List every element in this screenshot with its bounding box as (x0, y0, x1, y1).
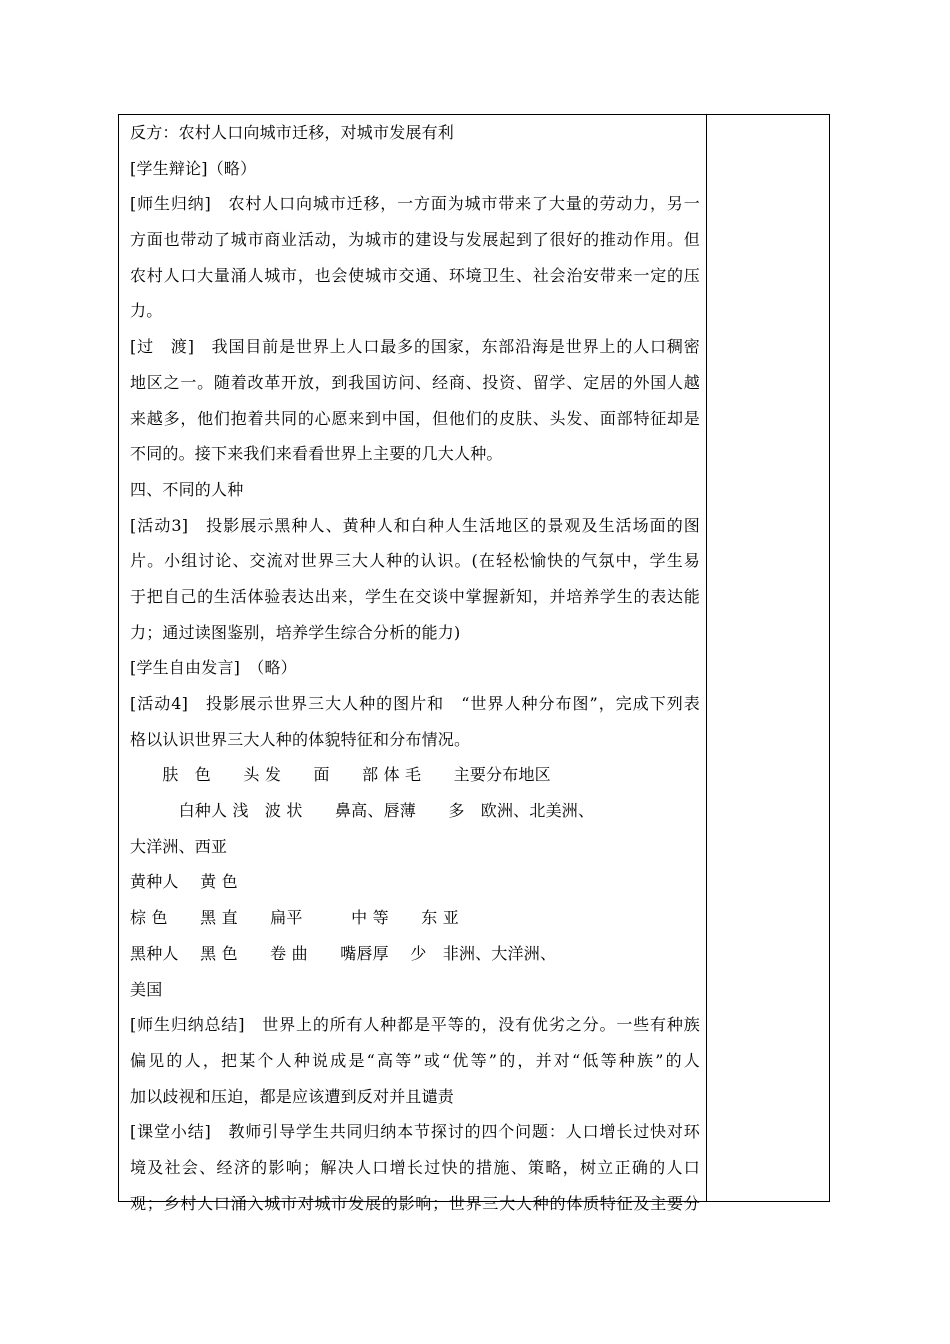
text-line: [过 渡] 我国目前是世界上人口最多的国家，东部沿海是世界上的人口稠密 (130, 337, 700, 357)
race-table-row-yellow: 黄种人 黄 色 (130, 872, 238, 892)
text-line: 加以歧视和压迫，都是应该遭到反对并且谴责 (130, 1086, 455, 1106)
lesson-table (118, 114, 830, 1213)
text-line: 格以认识世界三大人种的体貌特征和分布情况。 (130, 729, 471, 749)
race-table-row-black: 黑种人 黑 色 卷 曲 嘴唇厚 少 非洲、大洋洲、 (130, 943, 557, 963)
race-table-row-white: 白种人 浅 波 状 鼻高、唇薄 多 欧洲、北美洲、 (130, 801, 595, 821)
text-line: 偏见的人，把某个人种说成是“高等”或“优等”的，并对“低等种族”的人 (130, 1050, 700, 1070)
column-divider (706, 115, 707, 1201)
text-line: [师生归纳] 农村人口向城市迁移，一方面为城市带来了大量的劳动力，另一 (130, 194, 700, 214)
lesson-content-cell (130, 115, 700, 1221)
section-heading: 四、不同的人种 (130, 479, 244, 499)
text-line: 于把自己的生活体验表达出来，学生在交谈中掌握新知，并培养学生的表达能 (130, 586, 700, 606)
race-table-row-yellow-cont: 棕 色 黑 直 扁平 中 等 东 亚 (130, 908, 459, 928)
race-table-row-black-cont: 美国 (130, 979, 163, 999)
text-line: 来越多，他们抱着共同的心愿来到中国，但他们的皮肤、头发、面部特征却是 (130, 408, 700, 428)
race-table-row-white-cont: 大洋洲、西亚 (130, 836, 228, 856)
text-line: 不同的。接下来我们来看看世界上主要的几大人种。 (130, 444, 503, 464)
text-line: [师生归纳总结] 世界上的所有人种都是平等的，没有优劣之分。一些有种族 (130, 1015, 700, 1035)
text-line: 反方：农村人口向城市迁移，对城市发展有利 (130, 123, 455, 142)
text-line: 观；乡村人口涌入城市对城市发展的影响；世界三大人种的体质特征及主要分 (130, 1193, 700, 1213)
text-line: [活动3] 投影展示黑种人、黄种人和白种人生活地区的景观及生活场面的图 (130, 515, 700, 535)
text-line: 片。小组讨论、交流对世界三大人种的认识。(在轻松愉快的气氛中，学生易 (130, 551, 700, 571)
text-line: [学生自由发言] （略） (130, 658, 297, 678)
text-line: 境及社会、经济的影响；解决人口增长过快的措施、策略，树立正确的人口 (130, 1157, 700, 1177)
text-line: 方面也带动了城市商业活动，为城市的建设与发展起到了很好的推动作用。但 (130, 230, 700, 250)
text-line: 力；通过读图鉴别，培养学生综合分析的能力) (130, 622, 461, 642)
text-line: [学生辩论]（略） (130, 158, 257, 178)
text-line: 地区之一。随着改革开放，到我国访问、经商、投资、留学、定居的外国人越 (130, 372, 700, 392)
text-line: [课堂小结] 教师引导学生共同归纳本节探讨的四个问题：人口增长过快对环 (130, 1122, 700, 1142)
text-line: 力。 (130, 301, 163, 321)
text-line: 农村人口大量涌人城市，也会使城市交通、环境卫生、社会治安带来一定的压 (130, 265, 700, 285)
text-line: [活动4] 投影展示世界三大人种的图片和 “世界人种分布图”，完成下列表 (130, 694, 700, 713)
race-table-header: 肤 色 头 发 面 部 体 毛 主要分布地区 (130, 765, 551, 785)
